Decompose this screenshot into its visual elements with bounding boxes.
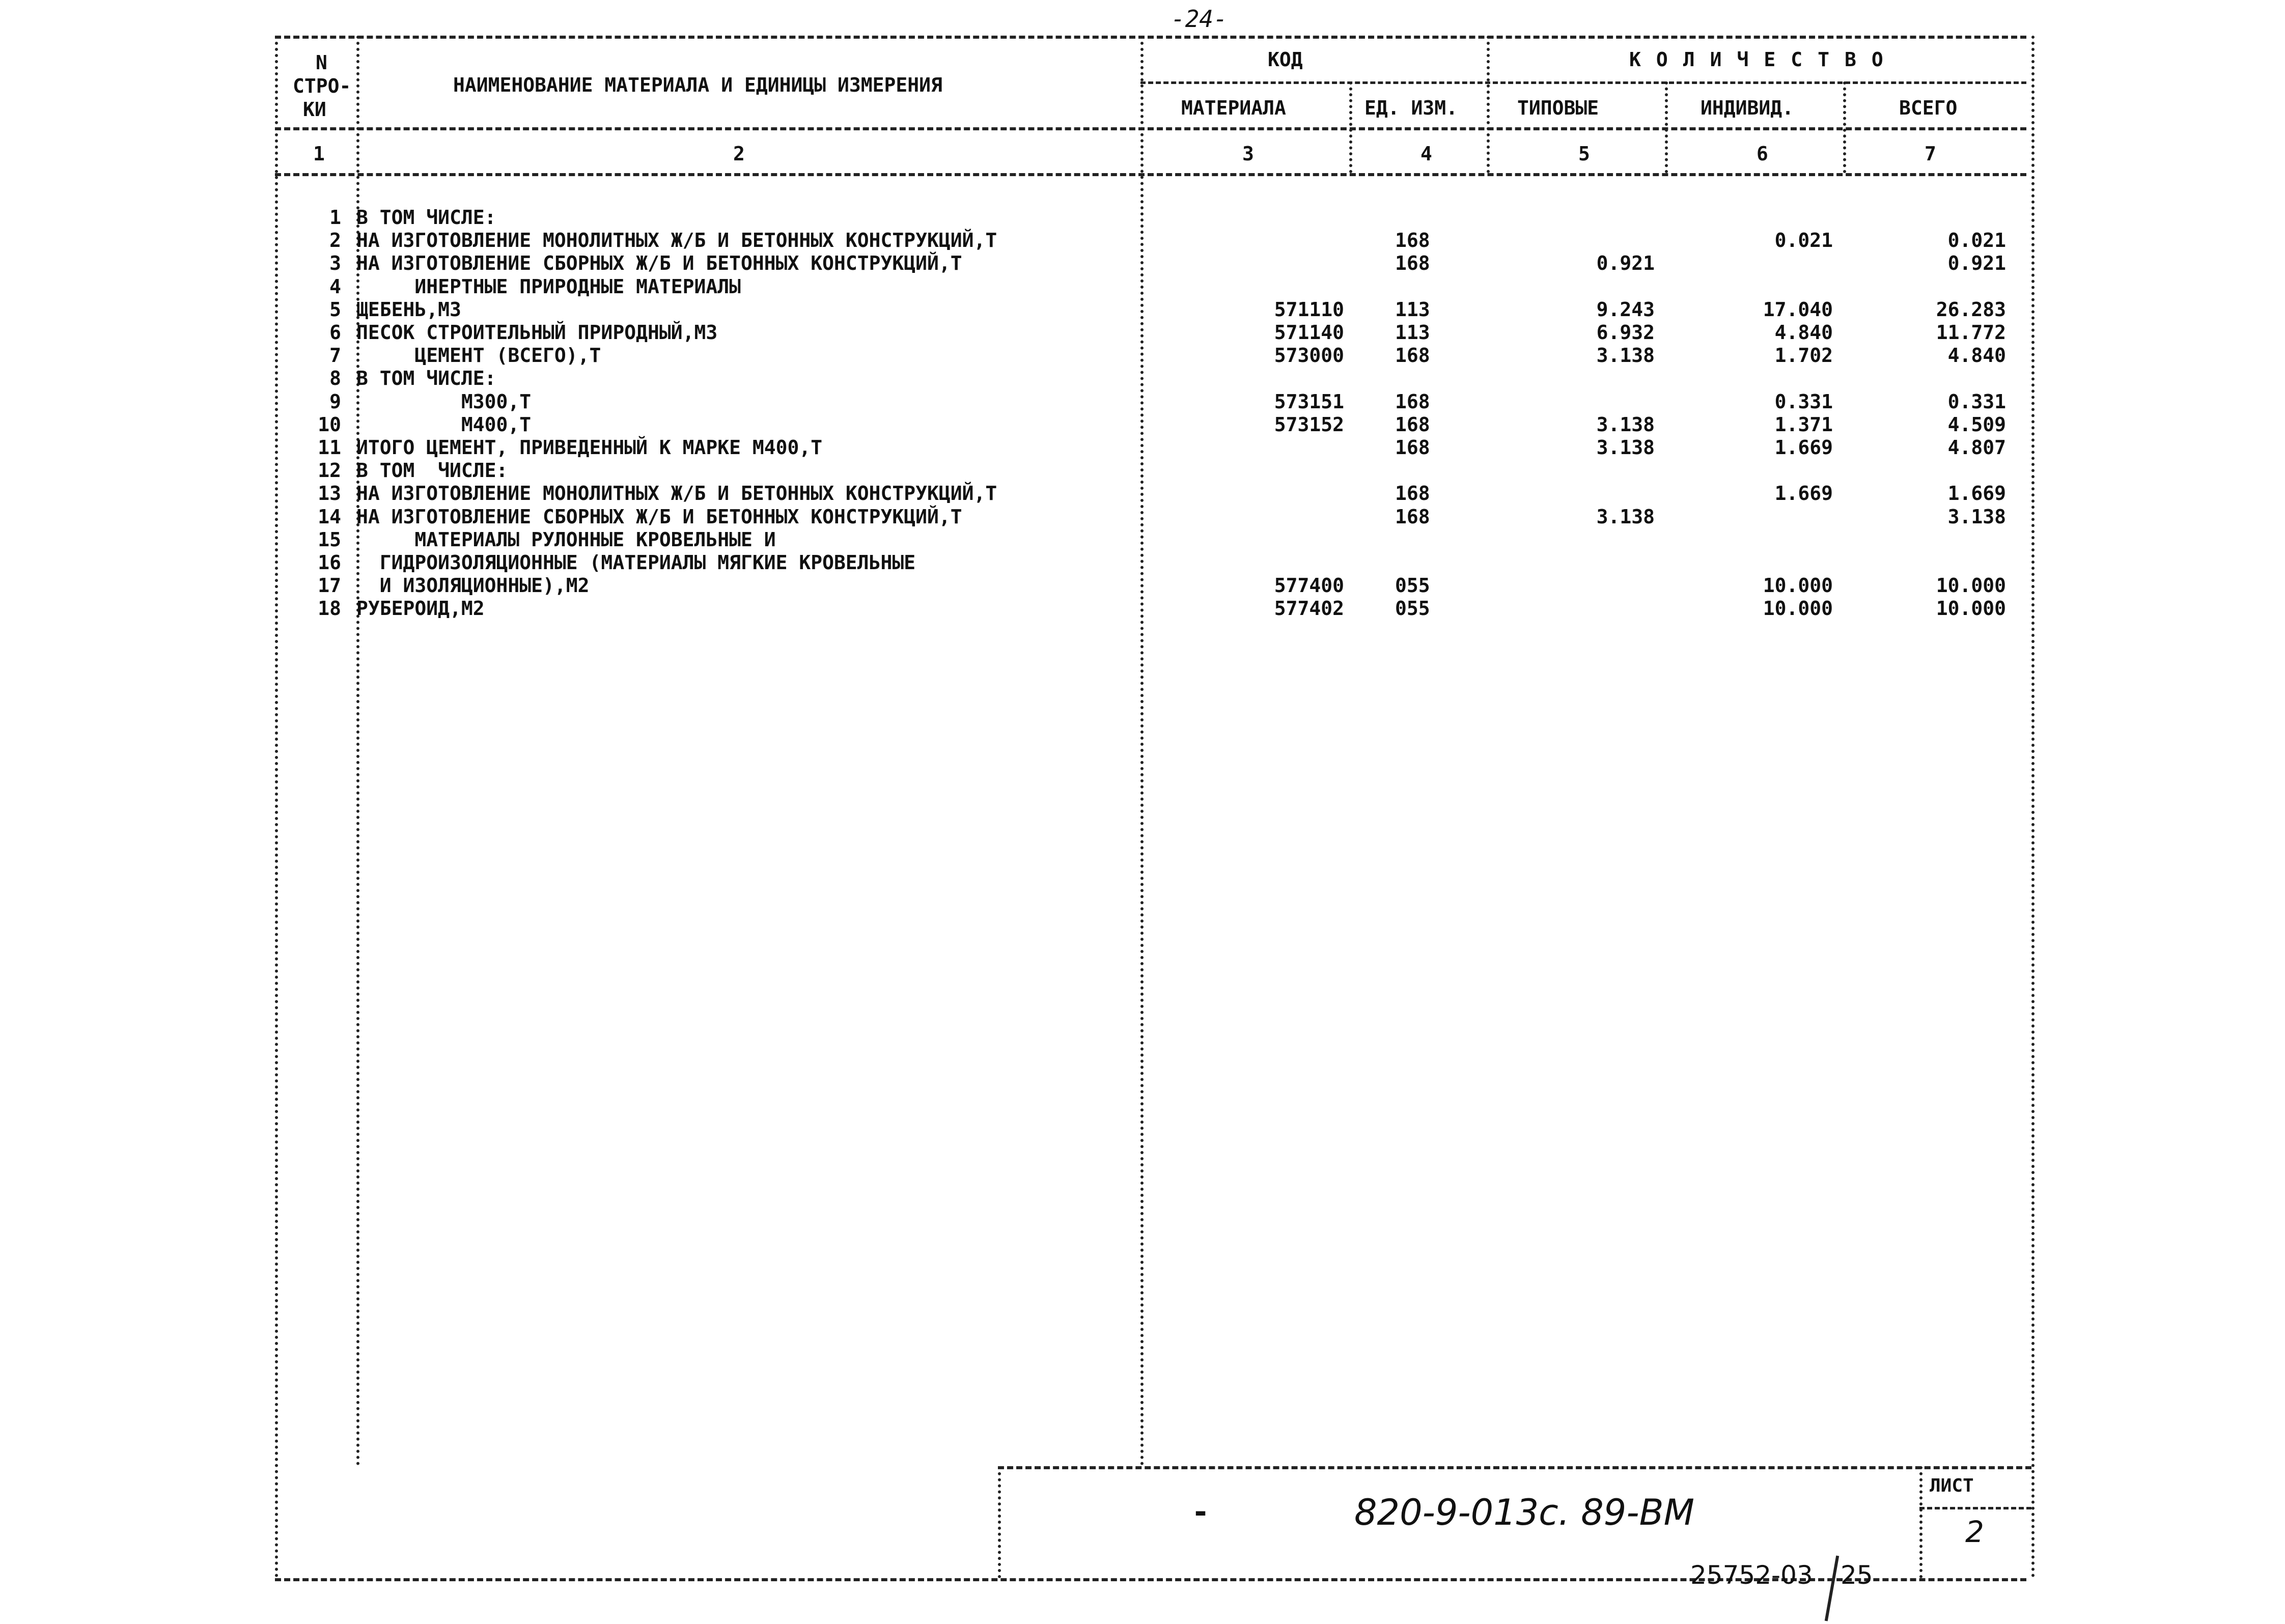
qty-typical: 9.243 [1596,298,1655,321]
unit-code: 168 [1395,505,1430,528]
qty-individual: 0.331 [1774,390,1833,413]
unit-code: 168 [1395,344,1430,367]
qty-individual: 1.702 [1774,344,1833,367]
stamp-sheet-divider [1919,1507,2031,1509]
qty-total: 0.021 [1947,229,2006,252]
header-col-num: N СТРО- КИ [293,51,351,121]
row-number: 2 [329,229,341,252]
table-row [0,206,2285,229]
qty-individual: 1.669 [1774,482,1833,505]
subheader-separator [1140,81,2026,84]
material-name: НА ИЗГОТОВЛЕНИЕ МОНОЛИТНЫХ Ж/Б И БЕТОННЫХ КОНСТРУКЦИЙ,Т [356,482,997,505]
table-top-border [275,36,2026,39]
qty-total: 0.331 [1947,390,2006,413]
archive-slash [1825,1555,1839,1621]
stamp-left-border [998,1466,1001,1578]
table-row [0,321,2285,344]
table-row [0,459,2285,482]
material-code: 577402 [1274,597,1344,620]
qty-total: 11.772 [1936,321,2006,344]
page-number: -24- [1171,5,1228,33]
unit-code: 055 [1395,574,1430,597]
table-row [0,482,2285,505]
ind-tot-border [1843,81,1846,173]
row-number: 10 [318,413,341,436]
material-name: ИТОГО ЦЕМЕНТ, ПРИВЕДЕННЫЙ К МАРКЕ М400,Т [356,436,823,459]
material-code: 577400 [1274,574,1344,597]
qty-total: 1.669 [1947,482,2006,505]
unit-code: 168 [1395,229,1430,252]
row-number: 17 [318,574,341,597]
qty-individual: 0.021 [1774,229,1833,252]
header-col-individual: ИНДИВИД. [1701,97,1794,119]
qty-individual: 1.669 [1774,436,1833,459]
unit-code: 168 [1395,390,1430,413]
archive-number: 25752-03 [1690,1560,1813,1590]
qty-total: 10.000 [1936,574,2006,597]
index-2: 2 [733,143,745,165]
material-name: В ТОМ ЧИСЛЕ: [356,206,496,229]
header-group-code: КОД [1268,48,1303,71]
table-row [0,597,2285,620]
qty-typical: 3.138 [1596,505,1655,528]
table-row [0,528,2285,551]
table-row [0,390,2285,413]
qty-typical: 0.921 [1596,252,1655,275]
qty-total: 4.509 [1947,413,2006,436]
material-name: РУБЕРОИД,М2 [356,597,485,620]
material-code: 573151 [1274,390,1344,413]
index-separator [275,173,2026,176]
row-number: 1 [329,206,341,229]
sheet-number: 2 [1965,1515,1984,1549]
index-4: 4 [1420,143,1432,165]
row-number: 4 [329,275,341,298]
material-name: В ТОМ ЧИСЛЕ: [356,459,508,482]
header-group-quantity: КОЛИЧЕСТВО [1629,48,1899,71]
qty-individual: 1.371 [1774,413,1833,436]
unit-qty-border [1487,36,1490,173]
row-number: 7 [329,344,341,367]
typ-ind-border [1665,81,1668,173]
material-code: 571140 [1274,321,1344,344]
qty-total: 0.921 [1947,252,2006,275]
row-number: 9 [329,390,341,413]
unit-code: 113 [1395,298,1430,321]
table-row [0,344,2285,367]
unit-code: 113 [1395,321,1430,344]
unit-code: 168 [1395,413,1430,436]
row-number: 14 [318,505,341,528]
material-name: ИНЕРТНЫЕ ПРИРОДНЫЕ МАТЕРИАЛЫ [356,275,741,298]
qty-total: 3.138 [1947,505,2006,528]
unit-code: 168 [1395,482,1430,505]
table-row [0,275,2285,298]
row-number: 18 [318,597,341,620]
document-code: 820-9-013с. 89-ВМ [1354,1492,1695,1533]
material-name: ПЕСОК СТРОИТЕЛЬНЫЙ ПРИРОДНЫЙ,М3 [356,321,718,344]
header-col-total: ВСЕГО [1899,97,1958,119]
qty-total: 10.000 [1936,597,2006,620]
unit-code: 168 [1395,436,1430,459]
material-name: НА ИЗГОТОВЛЕНИЕ МОНОЛИТНЫХ Ж/Б И БЕТОННЫХ КОНСТРУКЦИЙ,Т [356,229,997,252]
row-number: 3 [329,252,341,275]
index-7: 7 [1925,143,1936,165]
row-number: 16 [318,551,341,574]
row-number: 12 [318,459,341,482]
table-row [0,413,2285,436]
qty-individual: 4.840 [1774,321,1833,344]
index-1: 1 [313,143,325,165]
header-separator [275,127,2026,130]
qty-total: 4.807 [1947,436,2006,459]
table-row [0,574,2285,597]
qty-typical: 3.138 [1596,436,1655,459]
index-3: 3 [1242,143,1254,165]
qty-total: 4.840 [1947,344,2006,367]
row-number: 13 [318,482,341,505]
material-name: И ИЗОЛЯЦИОННЫЕ),М2 [356,574,590,597]
table-row [0,252,2285,275]
code-unit-border [1349,81,1352,173]
unit-code: 055 [1395,597,1430,620]
qty-individual: 17.040 [1763,298,1833,321]
material-name: В ТОМ ЧИСЛЕ: [356,367,496,390]
qty-individual: 10.000 [1763,574,1833,597]
row-number: 6 [329,321,341,344]
qty-typical: 3.138 [1596,344,1655,367]
material-name: МАТЕРИАЛЫ РУЛОННЫЕ КРОВЕЛЬНЫЕ И [356,528,776,551]
material-code: 573000 [1274,344,1344,367]
table-row [0,436,2285,459]
row-number: 8 [329,367,341,390]
header-col-name: НАИМЕНОВАНИЕ МАТЕРИАЛА И ЕДИНИЦЫ ИЗМЕРЕНИЯ [453,74,942,96]
stamp-dash: - [1191,1494,1210,1530]
header-col-typical: ТИПОВЫЕ [1517,97,1599,119]
row-number: 5 [329,298,341,321]
qty-individual: 10.000 [1763,597,1833,620]
table-row [0,551,2285,574]
archive-suffix: 25 [1841,1560,1873,1590]
table-row [0,506,2285,528]
material-code: 573152 [1274,413,1344,436]
qty-typical: 6.932 [1596,321,1655,344]
material-code: 571110 [1274,298,1344,321]
table-row [0,367,2285,390]
row-number: 15 [318,528,341,551]
stamp-top-border [998,1466,2031,1469]
qty-typical: 3.138 [1596,413,1655,436]
material-name: М400,Т [356,413,532,436]
material-name: НА ИЗГОТОВЛЕНИЕ СБОРНЫХ Ж/Б И БЕТОННЫХ КОНСТРУКЦИЙ,Т [356,252,962,275]
sheet-label: ЛИСТ [1930,1475,1974,1496]
table-row [0,298,2285,321]
material-name: ЩЕБЕНЬ,М3 [356,298,461,321]
material-name: М300,Т [356,390,532,413]
material-name: НА ИЗГОТОВЛЕНИЕ СБОРНЫХ Ж/Б И БЕТОННЫХ КОНСТРУКЦИЙ,Т [356,505,962,528]
stamp-sheet-border [1919,1466,1922,1578]
material-name: ГИДРОИЗОЛЯЦИОННЫЕ (МАТЕРИАЛЫ МЯГКИЕ КРОВЕЛЬНЫЕ [356,551,916,574]
index-5: 5 [1578,143,1590,165]
unit-code: 168 [1395,252,1430,275]
header-col-material: МАТЕРИАЛА [1181,97,1286,119]
qty-total: 26.283 [1936,298,2006,321]
row-number: 11 [318,436,341,459]
material-name: ЦЕМЕНТ (ВСЕГО),Т [356,344,601,367]
table-row [0,229,2285,252]
header-col-unit: ЕД. ИЗМ. [1364,97,1458,119]
index-6: 6 [1757,143,1768,165]
